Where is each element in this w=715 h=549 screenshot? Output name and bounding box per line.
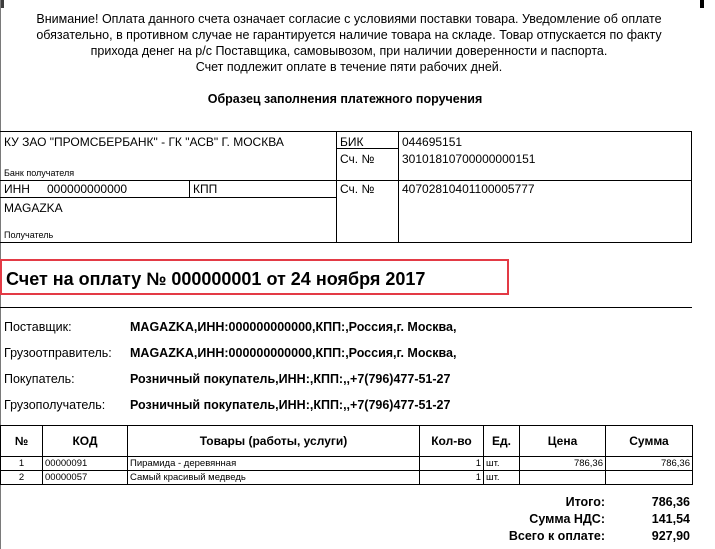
table-row bbox=[1, 471, 693, 485]
party-value: MAGAZKA,ИНН:000000000000,КПП:,Россия,г. Москва, bbox=[130, 320, 457, 334]
notice-line-3: прихода денег на р/с Поставщика, самовывозом, при наличии доверенности и паспорта. bbox=[90, 44, 608, 58]
party-label: Грузополучатель: bbox=[4, 398, 106, 412]
section-separator bbox=[0, 307, 692, 308]
payment-notice bbox=[4, 11, 694, 75]
inn-value: 000000000000 bbox=[47, 182, 128, 196]
col-number-header: № bbox=[1, 426, 43, 457]
col-qty-header: Кол-во bbox=[420, 426, 484, 457]
invoice-title-box bbox=[0, 259, 509, 295]
row-number: 1 bbox=[1, 457, 43, 471]
corr-account-value: 30101810700000000151 bbox=[402, 152, 536, 166]
party-label: Поставщик: bbox=[4, 320, 72, 334]
vat-label: Сумма НДС: bbox=[529, 512, 605, 526]
inn-label: ИНН bbox=[4, 182, 30, 196]
goods-table bbox=[0, 425, 693, 485]
row-qty: 1 bbox=[420, 471, 484, 485]
notice-line-1: Внимание! Оплата данного счета означает согласие с условиями поставки товара. Уведомление об оплате bbox=[36, 12, 662, 26]
bank-row-divider bbox=[0, 180, 692, 181]
goods-header-row bbox=[1, 426, 693, 457]
recipient-name: MAGAZKA bbox=[4, 201, 63, 215]
col-unit-header: Ед. bbox=[484, 426, 520, 457]
totals-block bbox=[509, 494, 690, 545]
recipient-label: Получатель bbox=[4, 230, 54, 240]
account-label: Сч. № bbox=[340, 182, 375, 196]
bank-name: КУ ЗАО "ПРОМСБЕРБАНК" - ГК "АСВ" Г. МОСКВА bbox=[4, 135, 284, 149]
table-row bbox=[1, 457, 693, 471]
row-qty: 1 bbox=[420, 457, 484, 471]
account-value: 40702810401100005777 bbox=[402, 182, 535, 196]
row-code: 00000057 bbox=[43, 471, 128, 485]
bank-border-right bbox=[691, 131, 692, 243]
row-sum: 786,36 bbox=[606, 457, 693, 471]
bank-details-table bbox=[0, 131, 692, 243]
party-value: MAGAZKA,ИНН:000000000000,КПП:,Россия,г. Москва, bbox=[130, 346, 457, 360]
corr-account-label: Сч. № bbox=[340, 152, 375, 166]
bank-border-bottom bbox=[0, 242, 692, 243]
bank-col-divider-2 bbox=[398, 131, 399, 243]
row-goods: Пирамида - деревянная bbox=[128, 457, 420, 471]
invoice-title: Счет на оплату № 000000001 от 24 ноября 2017 bbox=[6, 269, 426, 289]
party-value: Розничный покупатель,ИНН:,КПП:,,+7(796)477-51-27 bbox=[130, 398, 451, 412]
row-sum bbox=[606, 471, 693, 485]
top-frame bbox=[0, 0, 715, 8]
grand-total-label: Всего к оплате: bbox=[508, 529, 605, 543]
notice-line-2: обязательно, в противном случае не гарантируется наличие товара на складе. Товар отпускается по факту bbox=[36, 28, 662, 42]
row-unit: шт. bbox=[484, 457, 520, 471]
vat-value: 141,54 bbox=[651, 512, 690, 526]
bank-label: Банк получателя bbox=[4, 168, 75, 178]
party-label: Грузоотправитель: bbox=[4, 346, 112, 360]
bik-label: БИК bbox=[340, 135, 364, 149]
row-price bbox=[520, 471, 606, 485]
row-unit: шт. bbox=[484, 471, 520, 485]
bank-border-top bbox=[0, 131, 692, 132]
total-row bbox=[509, 494, 690, 511]
col-price-header: Цена bbox=[520, 426, 606, 457]
sample-title: Образец заполнения платежного поручения bbox=[207, 92, 483, 106]
bank-col-divider-1 bbox=[336, 131, 337, 243]
total-label: Итого: bbox=[565, 495, 605, 509]
kpp-label: КПП bbox=[193, 182, 218, 196]
col-goods-header: Товары (работы, услуги) bbox=[128, 426, 420, 457]
notice-line-4: Счет подлежит оплате в течение пяти рабочих дней. bbox=[195, 60, 503, 74]
grand-total-row bbox=[509, 528, 690, 545]
row-number: 2 bbox=[1, 471, 43, 485]
bik-value: 044695151 bbox=[402, 135, 463, 149]
col-code-header: КОД bbox=[43, 426, 128, 457]
vat-row bbox=[509, 511, 690, 528]
grand-total-value: 927,90 bbox=[651, 529, 690, 543]
row-code: 00000091 bbox=[43, 457, 128, 471]
total-value: 786,36 bbox=[651, 495, 690, 509]
inn-kpp-divider bbox=[189, 180, 190, 198]
col-sum-header: Сумма bbox=[606, 426, 693, 457]
frame-corner-right bbox=[700, 0, 704, 8]
row-price: 786,36 bbox=[520, 457, 606, 471]
inn-row-divider bbox=[0, 197, 337, 198]
party-value: Розничный покупатель,ИНН:,КПП:,,+7(796)477-51-27 bbox=[130, 372, 451, 386]
party-label: Покупатель: bbox=[4, 372, 75, 386]
row-goods: Самый красивый медведь bbox=[128, 471, 420, 485]
